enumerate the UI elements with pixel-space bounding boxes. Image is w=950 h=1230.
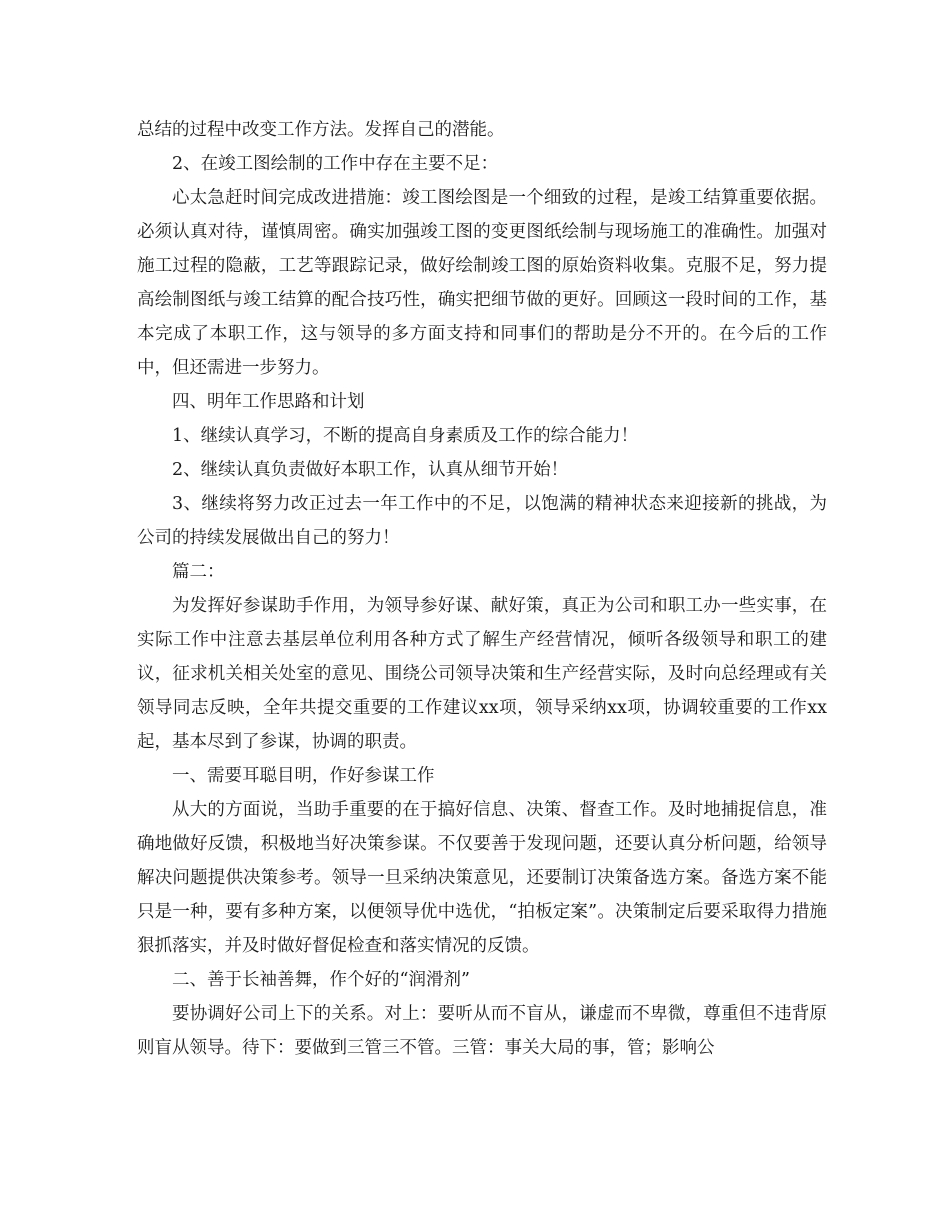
paragraph: 为发挥好参谋助手作用，为领导参好谋、献好策，真正为公司和职工办一些实事，在实际工作中注意去基层单位利用各种方式了解生产经营情况，倾听各级领导和职工的建议，征求机关相关处室的意见、围绕公司领导决策和生产经营实际，及时向总经理或有关领导同志反映，全年共提交重要的工作建议xx项，领导采纳xx项，协调较重要的工作xx起，基本尽到了参谋，协调的职责。 <box>137 596 827 752</box>
paragraph: 2、继续认真负责做好本职工作，认真从细节开始！ <box>172 460 569 480</box>
section-heading: 二、善于长袖善舞，作个好的“润滑剂” <box>172 970 470 990</box>
paragraph: 1、继续认真学习，不断的提高自身素质及工作的综合能力！ <box>172 426 639 446</box>
paragraph: 总结的过程中改变工作方法。发挥自己的潜能。 <box>137 120 505 140</box>
section-heading: 四、明年工作思路和计划 <box>172 392 365 412</box>
paragraph: 从大的方面说，当助手重要的在于搞好信息、决策、督查工作。及时地捕捉信息，准确地做好反馈，积极地当好决策参谋。不仅要善于发现问题，还要认真分析问题，给领导解决问题提供决策参考。领导一旦采纳决策意见，还要制订决策备选方案。备选方案不能只是一种，要有多种方案，以便领导优中选优，“拍板定案”。决策制定后要采取得力措施狠抓落实，并及时做好督促检查和落实情况的反馈。 <box>137 800 827 956</box>
paragraph: 2、在竣工图绘制的工作中存在主要不足： <box>172 154 499 174</box>
section-heading: 篇二： <box>172 562 225 582</box>
document-body <box>137 113 827 1065</box>
paragraph: 心太急赶时间完成改进措施：竣工图绘图是一个细致的过程，是竣工结算重要依据。必须认真对待，谨慎周密。确实加强竣工图的变更图纸绘制与现场施工的准确性。加强对施工过程的隐蔽，工艺等跟踪记录，做好绘制竣工图的原始资料收集。克服不足，努力提高绘制图纸与竣工结算的配合技巧性，确实把细节做的更好。回顾这一段时间的工作，基本完成了本职工作，这与领导的多方面支持和同事们的帮助是分不开的。在今后的工作中，但还需进一步努力。 <box>137 188 827 378</box>
paragraph: 要协调好公司上下的关系。对上：要听从而不盲从，谦虚而不卑微，尊重但不违背原则盲从领导。待下：要做到三管三不管。三管：事关大局的事，管；影响公 <box>137 1004 827 1058</box>
paragraph: 3、继续将努力改正过去一年工作中的不足，以饱满的精神状态来迎接新的挑战，为公司的持续发展做出自己的努力！ <box>137 494 827 548</box>
section-heading: 一、需要耳聪目明，作好参谋工作 <box>172 766 435 786</box>
